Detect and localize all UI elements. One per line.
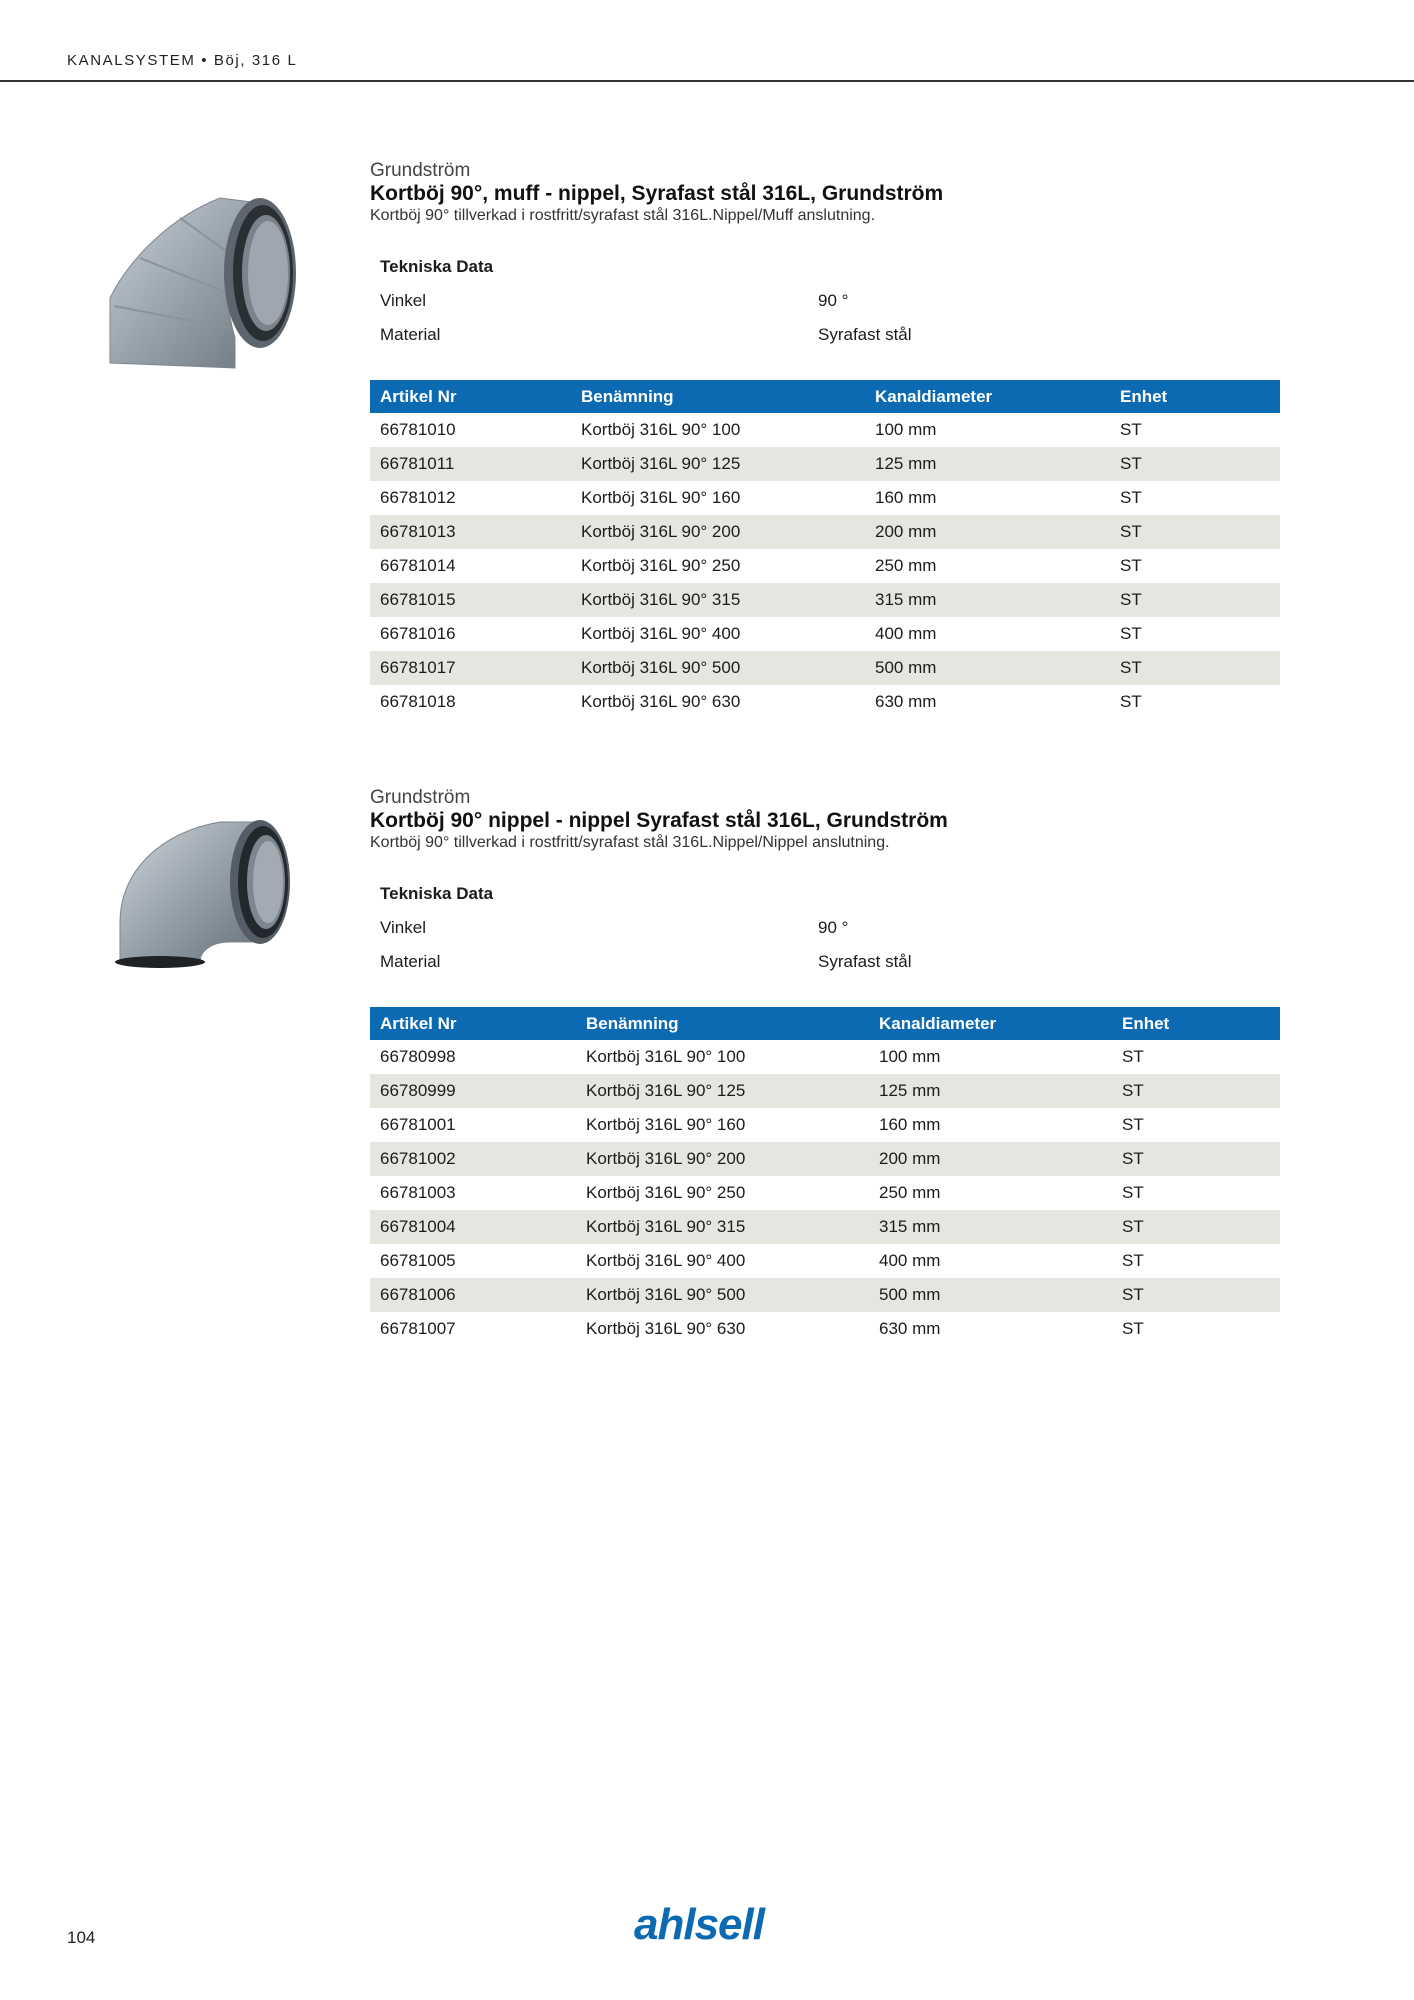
cell-unit: ST <box>1120 488 1142 507</box>
table-row <box>370 583 1280 617</box>
article-table <box>370 1007 1280 1346</box>
cell-name: Kortböj 316L 90° 315 <box>586 1217 746 1236</box>
product-description: Kortböj 90° tillverkad i rostfritt/syrafast stål 316L.Nippel/Muff anslutning. <box>370 207 876 224</box>
cell-article: 66781003 <box>380 1183 456 1202</box>
cell-diameter: 125 mm <box>875 454 937 473</box>
cell-article: 66781016 <box>380 624 456 643</box>
table-row <box>370 1074 1280 1108</box>
cell-unit: ST <box>1120 522 1142 541</box>
product-title: Kortböj 90° nippel - nippel Syrafast stål 316L, Grundström <box>370 809 948 832</box>
table-row <box>370 549 1280 583</box>
column-header: Benämning <box>581 387 674 406</box>
cell-diameter: 315 mm <box>875 590 937 609</box>
cell-unit: ST <box>1122 1149 1144 1168</box>
product-title: Kortböj 90°, muff - nippel, Syrafast stål 316L, Grundström <box>370 182 944 205</box>
cell-diameter: 400 mm <box>879 1251 941 1270</box>
page-number: 104 <box>67 1928 96 1947</box>
table-row <box>370 1176 1280 1210</box>
cell-article: 66781015 <box>380 590 456 609</box>
cell-unit: ST <box>1120 658 1142 677</box>
cell-diameter: 160 mm <box>879 1115 941 1134</box>
cell-article: 66781018 <box>380 692 456 711</box>
cell-article: 66780999 <box>380 1081 456 1100</box>
cell-name: Kortböj 316L 90° 630 <box>586 1319 746 1338</box>
page-header <box>0 0 1414 82</box>
table-row <box>370 481 1280 515</box>
cell-name: Kortböj 316L 90° 100 <box>581 420 741 439</box>
cell-diameter: 400 mm <box>875 624 937 643</box>
product-description: Kortböj 90° tillverkad i rostfritt/syrafast stål 316L.Nippel/Nippel anslutning. <box>370 834 890 851</box>
cell-article: 66781004 <box>380 1217 456 1236</box>
cell-unit: ST <box>1120 692 1142 711</box>
cell-article: 66781007 <box>380 1319 456 1338</box>
table-row <box>370 1278 1280 1312</box>
table-header <box>370 1007 1280 1040</box>
column-header: Enhet <box>1122 1014 1170 1033</box>
column-header: Artikel Nr <box>380 1014 457 1033</box>
column-header: Enhet <box>1120 387 1168 406</box>
cell-name: Kortböj 316L 90° 200 <box>581 522 741 541</box>
cell-diameter: 250 mm <box>875 556 937 575</box>
table-row <box>370 1312 1280 1346</box>
cell-diameter: 100 mm <box>879 1047 941 1066</box>
cell-diameter: 100 mm <box>875 420 937 439</box>
cell-unit: ST <box>1122 1047 1144 1066</box>
cell-name: Kortböj 316L 90° 500 <box>586 1285 746 1304</box>
table-row <box>370 685 1280 719</box>
ahlsell-logo: ahlsell <box>634 1900 764 1949</box>
cell-article: 66781001 <box>380 1115 456 1134</box>
cell-unit: ST <box>1122 1251 1144 1270</box>
cell-diameter: 500 mm <box>879 1285 941 1304</box>
cell-unit: ST <box>1122 1217 1144 1236</box>
column-header: Artikel Nr <box>380 387 457 406</box>
table-row <box>370 447 1280 481</box>
table-row <box>370 1040 1280 1074</box>
column-header: Kanaldiameter <box>875 387 993 406</box>
cell-name: Kortböj 316L 90° 315 <box>581 590 741 609</box>
table-row <box>370 651 1280 685</box>
table-row <box>370 1108 1280 1142</box>
elbow-muff-nippel-image <box>100 178 310 373</box>
tech-row-material <box>380 945 1280 979</box>
cell-unit: ST <box>1120 624 1142 643</box>
table-header <box>370 380 1280 413</box>
cell-name: Kortböj 316L 90° 500 <box>581 658 741 677</box>
cell-name: Kortböj 316L 90° 160 <box>586 1115 746 1134</box>
cell-article: 66780998 <box>380 1047 456 1066</box>
article-table <box>370 380 1280 719</box>
cell-name: Kortböj 316L 90° 400 <box>586 1251 746 1270</box>
tech-data-title: Tekniska Data <box>380 257 494 276</box>
cell-article: 66781012 <box>380 488 456 507</box>
product-brand: Grundström <box>370 160 471 181</box>
cell-name: Kortböj 316L 90° 160 <box>581 488 741 507</box>
cell-name: Kortböj 316L 90° 100 <box>586 1047 746 1066</box>
tech-key: Vinkel <box>380 918 426 937</box>
cell-diameter: 250 mm <box>879 1183 941 1202</box>
cell-name: Kortböj 316L 90° 125 <box>586 1081 746 1100</box>
cell-diameter: 630 mm <box>879 1319 941 1338</box>
tech-value: 90 ° <box>818 291 849 310</box>
table-row <box>370 617 1280 651</box>
cell-unit: ST <box>1120 454 1142 473</box>
cell-article: 66781014 <box>380 556 456 575</box>
column-header: Kanaldiameter <box>879 1014 997 1033</box>
cell-diameter: 630 mm <box>875 692 937 711</box>
tech-row-material <box>380 318 1280 352</box>
cell-diameter: 160 mm <box>875 488 937 507</box>
cell-diameter: 200 mm <box>879 1149 941 1168</box>
cell-diameter: 125 mm <box>879 1081 941 1100</box>
cell-article: 66781011 <box>380 454 455 473</box>
product-brand: Grundström <box>370 787 471 808</box>
tech-key: Material <box>380 325 441 344</box>
cell-name: Kortböj 316L 90° 250 <box>586 1183 746 1202</box>
elbow-nippel-nippel-image <box>110 812 310 972</box>
cell-article: 66781010 <box>380 420 456 439</box>
cell-unit: ST <box>1122 1081 1144 1100</box>
tech-value: Syrafast stål <box>818 952 912 971</box>
tech-key: Vinkel <box>380 291 426 310</box>
cell-diameter: 500 mm <box>875 658 937 677</box>
cell-article: 66781005 <box>380 1251 456 1270</box>
cell-unit: ST <box>1120 556 1142 575</box>
table-row <box>370 515 1280 549</box>
table-row <box>370 1142 1280 1176</box>
cell-unit: ST <box>1122 1183 1144 1202</box>
tech-value: Syrafast stål <box>818 325 912 344</box>
cell-name: Kortböj 316L 90° 200 <box>586 1149 746 1168</box>
cell-unit: ST <box>1122 1115 1144 1134</box>
cell-unit: ST <box>1120 420 1142 439</box>
cell-unit: ST <box>1122 1319 1144 1338</box>
cell-article: 66781006 <box>380 1285 456 1304</box>
cell-article: 66781013 <box>380 522 456 541</box>
cell-name: Kortböj 316L 90° 400 <box>581 624 741 643</box>
tech-key: Material <box>380 952 441 971</box>
table-row <box>370 1210 1280 1244</box>
breadcrumb: KANALSYSTEM • Böj, 316 L <box>67 52 298 69</box>
cell-diameter: 200 mm <box>875 522 937 541</box>
tech-data-title: Tekniska Data <box>380 884 494 903</box>
cell-name: Kortböj 316L 90° 250 <box>581 556 741 575</box>
tech-data <box>380 250 1280 352</box>
tech-data <box>380 877 1280 979</box>
cell-name: Kortböj 316L 90° 125 <box>581 454 741 473</box>
cell-unit: ST <box>1120 590 1142 609</box>
tech-value: 90 ° <box>818 918 849 937</box>
cell-unit: ST <box>1122 1285 1144 1304</box>
table-row <box>370 1244 1280 1278</box>
cell-article: 66781002 <box>380 1149 456 1168</box>
column-header: Benämning <box>586 1014 679 1033</box>
tech-row-angle <box>380 911 1280 945</box>
cell-diameter: 315 mm <box>879 1217 941 1236</box>
tech-row-angle <box>380 284 1280 318</box>
cell-article: 66781017 <box>380 658 456 677</box>
cell-name: Kortböj 316L 90° 630 <box>581 692 741 711</box>
table-row <box>370 413 1280 447</box>
